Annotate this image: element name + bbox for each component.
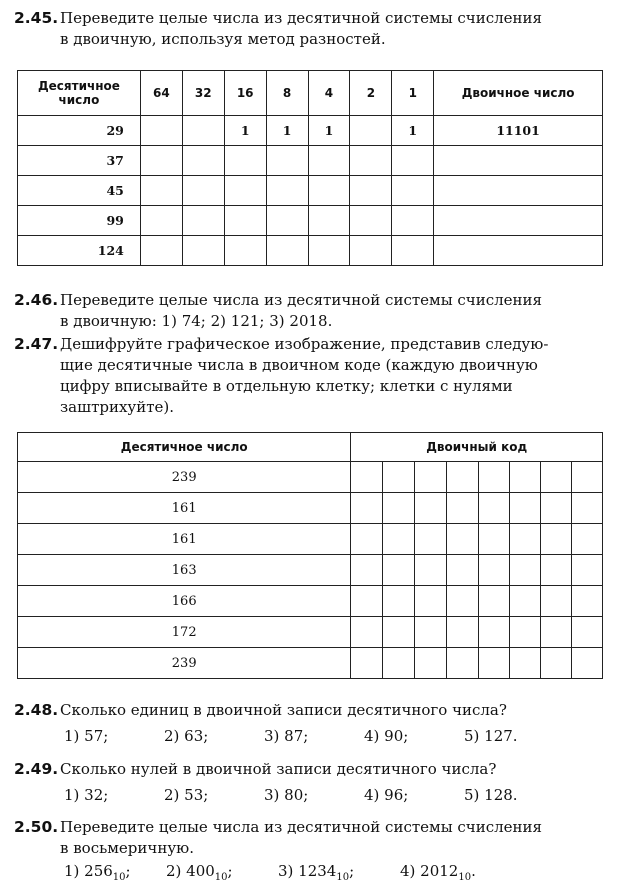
binary-digit-cell[interactable] <box>541 462 572 493</box>
task-number: 2.48. <box>14 701 59 719</box>
answer-option <box>64 862 166 883</box>
decimal-cell: 29 <box>18 116 141 146</box>
binary-digit-cell[interactable] <box>479 555 510 586</box>
binary-digit-cell[interactable] <box>541 493 572 524</box>
binary-digit-cell[interactable] <box>447 462 479 493</box>
answer-option: 4) 96; <box>364 786 409 804</box>
table-row <box>18 236 603 266</box>
binary-digit-cell[interactable] <box>415 493 447 524</box>
binary-digit-cell[interactable] <box>510 493 541 524</box>
bit-cell <box>350 176 392 206</box>
binary-digit-cell[interactable] <box>571 648 602 679</box>
header-bit-4: 4 <box>308 71 350 116</box>
decimal-cell: 172 <box>18 617 351 648</box>
answer-option: 2) 53; <box>164 786 209 804</box>
bit-cell: 1 <box>224 116 266 146</box>
header-bit-8: 8 <box>266 71 308 116</box>
binary-digit-cell[interactable] <box>351 617 383 648</box>
table-row <box>18 617 603 648</box>
binary-digit-cell[interactable] <box>510 555 541 586</box>
binary-cell <box>434 236 603 266</box>
options-2-48 <box>64 727 544 745</box>
decimal-cell: 161 <box>18 493 351 524</box>
binary-digit-cell[interactable] <box>383 648 415 679</box>
header-bit-2: 2 <box>350 71 392 116</box>
binary-digit-cell[interactable] <box>541 586 572 617</box>
binary-cell <box>434 206 603 236</box>
bit-cell: 1 <box>266 116 308 146</box>
table-row <box>18 524 603 555</box>
decimal-cell: 161 <box>18 524 351 555</box>
binary-digit-cell[interactable] <box>541 648 572 679</box>
table-row <box>18 146 603 176</box>
task-2-50 <box>14 817 611 859</box>
bit-cell <box>140 176 182 206</box>
decimal-cell: 45 <box>18 176 141 206</box>
task-2-48 <box>14 700 611 721</box>
binary-digit-cell[interactable] <box>383 555 415 586</box>
task-text: в двоичную, используя метод разностей. <box>60 30 386 48</box>
binary-digit-cell[interactable] <box>383 462 415 493</box>
task-text: в восьмеричную. <box>60 839 194 857</box>
binary-digit-cell[interactable] <box>479 524 510 555</box>
table-row <box>18 648 603 679</box>
options-2-49 <box>64 786 544 804</box>
binary-digit-cell[interactable] <box>571 586 602 617</box>
answer-option: 5) 127. <box>464 727 518 745</box>
task-2-47 <box>14 334 611 418</box>
binary-digit-cell[interactable] <box>479 493 510 524</box>
header-bit-1: 1 <box>392 71 434 116</box>
bit-cell <box>266 176 308 206</box>
binary-digit-cell[interactable] <box>415 586 447 617</box>
binary-digit-cell[interactable] <box>479 462 510 493</box>
table-row <box>18 493 603 524</box>
bit-cell <box>266 236 308 266</box>
binary-digit-cell[interactable] <box>447 586 479 617</box>
decimal-cell: 239 <box>18 462 351 493</box>
decimal-cell: 99 <box>18 206 141 236</box>
option-number: 3) 1234 <box>278 862 337 880</box>
binary-digit-cell[interactable] <box>510 648 541 679</box>
binary-digit-cell[interactable] <box>541 617 572 648</box>
binary-digit-cell[interactable] <box>571 524 602 555</box>
bit-cell <box>392 206 434 236</box>
bit-cell <box>224 176 266 206</box>
answer-option <box>278 862 400 883</box>
task-text: заштрихуйте). <box>60 398 175 416</box>
bit-cell <box>224 206 266 236</box>
bit-cell <box>182 206 224 236</box>
task-number: 2.49. <box>14 760 59 778</box>
table-row <box>18 116 603 146</box>
binary-digit-cell[interactable] <box>571 462 602 493</box>
binary-digit-cell[interactable] <box>479 648 510 679</box>
header-decimal: Десятичное число <box>18 71 141 116</box>
bit-cell <box>266 146 308 176</box>
binary-digit-cell[interactable] <box>351 586 383 617</box>
task-2-45 <box>14 8 611 50</box>
option-punct: ; <box>227 862 233 880</box>
header-bit-32: 32 <box>182 71 224 116</box>
table-2-47 <box>17 432 603 679</box>
binary-digit-cell[interactable] <box>447 493 479 524</box>
header-binary: Двоичное число <box>434 71 603 116</box>
bit-cell <box>266 206 308 236</box>
bit-cell <box>392 146 434 176</box>
option-number: 1) 256 <box>64 862 113 880</box>
answer-option <box>166 862 278 883</box>
base-subscript: 10 <box>336 872 350 883</box>
answer-option: 2) 63; <box>164 727 209 745</box>
binary-digit-cell[interactable] <box>447 648 479 679</box>
bit-cell: 1 <box>308 116 350 146</box>
task-text: Дешифруйте графическое изображение, представив следую- <box>60 335 549 353</box>
bit-cell <box>308 176 350 206</box>
task-number: 2.47. <box>14 335 59 353</box>
decimal-cell: 124 <box>18 236 141 266</box>
binary-digit-cell[interactable] <box>415 524 447 555</box>
bit-cell <box>140 116 182 146</box>
binary-digit-cell[interactable] <box>571 617 602 648</box>
answer-option: 3) 87; <box>264 727 309 745</box>
task-number: 2.45. <box>14 9 59 27</box>
table-2-45 <box>17 70 603 266</box>
task-text: Сколько нулей в двоичной записи десятичного числа? <box>60 760 497 778</box>
option-punct: . <box>471 862 476 880</box>
answer-option: 4) 90; <box>364 727 409 745</box>
task-number: 2.46. <box>14 291 59 309</box>
header-bit-16: 16 <box>224 71 266 116</box>
binary-digit-cell[interactable] <box>510 617 541 648</box>
task-2-46 <box>14 290 611 332</box>
answer-option: 5) 128. <box>464 786 518 804</box>
bit-cell <box>350 236 392 266</box>
option-number: 4) 2012 <box>400 862 459 880</box>
bit-cell <box>350 146 392 176</box>
task-text: в двоичную: 1) 74; 2) 121; 3) 2018. <box>60 312 333 330</box>
task-text: Переведите целые числа из десятичной системы счисления <box>60 9 542 27</box>
header-decimal: Десятичное число <box>18 433 351 462</box>
bit-cell <box>308 146 350 176</box>
binary-digit-cell[interactable] <box>571 493 602 524</box>
bit-cell <box>224 146 266 176</box>
binary-cell <box>434 176 603 206</box>
task-number: 2.50. <box>14 818 59 836</box>
base-subscript: 10 <box>112 872 126 883</box>
bit-cell <box>140 146 182 176</box>
option-punct: ; <box>125 862 131 880</box>
task-text: Переведите целые числа из десятичной системы счисления <box>60 291 542 309</box>
binary-cell <box>434 146 603 176</box>
table-row <box>18 176 603 206</box>
binary-digit-cell[interactable] <box>383 586 415 617</box>
binary-cell: 11101 <box>434 116 603 146</box>
table-row <box>18 462 603 493</box>
bit-cell <box>308 206 350 236</box>
options-2-50 <box>64 862 510 883</box>
binary-digit-cell[interactable] <box>383 617 415 648</box>
bit-cell: 1 <box>392 116 434 146</box>
binary-digit-cell[interactable] <box>351 462 383 493</box>
binary-digit-cell[interactable] <box>510 524 541 555</box>
binary-digit-cell[interactable] <box>383 524 415 555</box>
task-text: щие десятичные числа в двоичном коде (каждую двоичную <box>60 356 538 374</box>
bit-cell <box>140 206 182 236</box>
binary-digit-cell[interactable] <box>510 586 541 617</box>
binary-digit-cell[interactable] <box>351 555 383 586</box>
binary-digit-cell[interactable] <box>510 462 541 493</box>
task-text: Сколько единиц в двоичной записи десятичного числа? <box>60 701 507 719</box>
header-binary-code: Двоичный код <box>351 433 603 462</box>
table-row <box>18 206 603 236</box>
binary-digit-cell[interactable] <box>541 555 572 586</box>
header-bit-64: 64 <box>140 71 182 116</box>
binary-digit-cell[interactable] <box>541 524 572 555</box>
bit-cell <box>140 236 182 266</box>
table-row <box>18 586 603 617</box>
bit-cell <box>182 146 224 176</box>
binary-digit-cell[interactable] <box>479 617 510 648</box>
bit-cell <box>182 116 224 146</box>
bit-cell <box>392 236 434 266</box>
decimal-cell: 37 <box>18 146 141 176</box>
table-row <box>18 555 603 586</box>
answer-option: 1) 57; <box>64 727 109 745</box>
base-subscript: 10 <box>214 872 228 883</box>
task-text: Переведите целые числа из десятичной системы счисления <box>60 818 542 836</box>
binary-digit-cell[interactable] <box>351 524 383 555</box>
binary-digit-cell[interactable] <box>415 617 447 648</box>
bit-cell <box>350 116 392 146</box>
binary-digit-cell[interactable] <box>415 555 447 586</box>
bit-cell <box>392 176 434 206</box>
binary-digit-cell[interactable] <box>415 462 447 493</box>
binary-digit-cell[interactable] <box>415 648 447 679</box>
bit-cell <box>350 206 392 236</box>
binary-digit-cell[interactable] <box>447 555 479 586</box>
answer-option <box>400 862 510 883</box>
bit-cell <box>308 236 350 266</box>
option-number: 2) 400 <box>166 862 215 880</box>
decimal-cell: 163 <box>18 555 351 586</box>
binary-digit-cell[interactable] <box>571 555 602 586</box>
answer-option: 3) 80; <box>264 786 309 804</box>
task-2-49 <box>14 759 611 780</box>
option-punct: ; <box>349 862 355 880</box>
answer-option: 1) 32; <box>64 786 109 804</box>
decimal-cell: 166 <box>18 586 351 617</box>
binary-digit-cell[interactable] <box>351 493 383 524</box>
task-text: цифру вписывайте в отдельную клетку; клетки с нулями <box>60 377 513 395</box>
bit-cell <box>224 236 266 266</box>
binary-digit-cell[interactable] <box>479 586 510 617</box>
binary-digit-cell[interactable] <box>383 493 415 524</box>
binary-digit-cell[interactable] <box>447 524 479 555</box>
base-subscript: 10 <box>458 872 472 883</box>
binary-digit-cell[interactable] <box>351 648 383 679</box>
bit-cell <box>182 176 224 206</box>
bit-cell <box>182 236 224 266</box>
decimal-cell: 239 <box>18 648 351 679</box>
binary-digit-cell[interactable] <box>447 617 479 648</box>
